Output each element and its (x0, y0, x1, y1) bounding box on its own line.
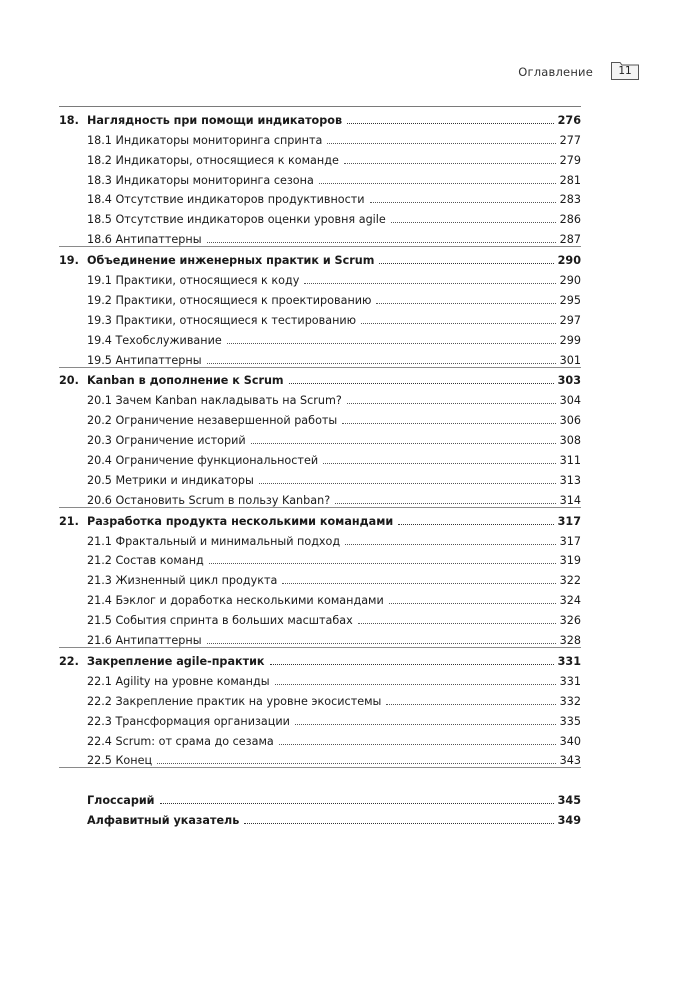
toc-section-row[interactable] (59, 627, 581, 648)
toc-section-row[interactable] (59, 267, 581, 287)
page-number-tab (611, 62, 639, 80)
page-ref: 311 (559, 454, 581, 468)
dot-leader (379, 262, 553, 264)
page-ref: 276 (557, 113, 581, 127)
page-ref: 343 (559, 754, 581, 768)
dot-leader (207, 362, 556, 364)
dot-leader (244, 822, 553, 824)
section-title: 22.1 Agility на уровне команды (87, 674, 270, 688)
section-title: 22.5 Конец (87, 754, 153, 768)
dot-leader (275, 683, 556, 685)
section-title: 18.4 Отсутствие индикаторов продуктивности (87, 193, 365, 207)
toc-section-row[interactable] (59, 327, 581, 347)
chapter-number: 21. (59, 514, 79, 528)
section-title: 19.4 Техобслуживание (87, 333, 222, 347)
section-title: 21.1 Фрактальный и минимальный подход (87, 534, 341, 548)
toc-chapter-row[interactable] (59, 368, 581, 388)
toc-section-row[interactable] (59, 487, 581, 508)
page-ref: 345 (557, 794, 581, 808)
page-ref: 326 (559, 614, 581, 628)
chapter-number: 19. (59, 254, 79, 268)
toc-section-row[interactable] (59, 206, 581, 226)
dot-leader (391, 221, 556, 223)
page-number: 11 (618, 65, 632, 77)
dot-leader (160, 802, 554, 804)
toc-section-row[interactable] (59, 287, 581, 307)
page-ref: 290 (559, 274, 581, 288)
dot-leader (386, 703, 555, 705)
page-ref: 313 (559, 473, 581, 487)
table-of-contents (59, 107, 581, 827)
toc-section-row[interactable] (59, 147, 581, 167)
toc-section-row[interactable] (59, 427, 581, 447)
toc-section-row[interactable] (59, 728, 581, 748)
dot-leader (342, 422, 555, 424)
toc-section-row[interactable] (59, 748, 581, 769)
section-title: 18.6 Антипаттерны (87, 233, 202, 247)
page-ref: 281 (559, 173, 581, 187)
page-ref: 295 (559, 293, 581, 307)
chapter-title: Разработка продукта несколькими командами (87, 514, 394, 528)
page-header (0, 62, 682, 86)
toc-section-row[interactable] (59, 187, 581, 207)
chapter-number: 18. (59, 113, 79, 127)
dot-leader (251, 442, 556, 444)
toc-section-row[interactable] (59, 226, 581, 247)
section-title: 22.4 Scrum: от срама до сезама (87, 734, 274, 748)
toc-section-row[interactable] (59, 307, 581, 327)
page-ref: 340 (559, 734, 581, 748)
chapter-title: Наглядность при помощи индикаторов (87, 113, 343, 127)
section-title: 20.3 Ограничение историй (87, 434, 246, 448)
running-header-title: Оглавление (518, 65, 593, 79)
chapter-title: Объединение инженерных практик и Scrum (87, 254, 375, 268)
toc-section-row[interactable] (59, 708, 581, 728)
toc-section-row[interactable] (59, 127, 581, 147)
page-ref: 283 (559, 193, 581, 207)
toc-section-row[interactable] (59, 587, 581, 607)
toc-chapter-row[interactable] (59, 648, 581, 668)
dot-leader (289, 382, 554, 384)
dot-leader (227, 342, 556, 344)
dot-leader (282, 582, 555, 584)
dot-leader (207, 642, 556, 644)
section-title: 20.6 Остановить Scrum в пользу Kanban? (87, 493, 331, 507)
page-ref: 306 (559, 414, 581, 428)
section-title: 19.3 Практики, относящиеся к тестированию (87, 313, 357, 327)
section-title: 18.1 Индикаторы мониторинга спринта (87, 133, 323, 147)
page-ref: 331 (559, 674, 581, 688)
page-ref: 314 (559, 493, 581, 507)
page-ref: 287 (559, 233, 581, 247)
page-ref: 335 (559, 714, 581, 728)
page-ref: 317 (557, 514, 581, 528)
toc-section-row[interactable] (59, 668, 581, 688)
page-ref: 279 (559, 153, 581, 167)
toc-section-row[interactable] (59, 528, 581, 548)
section-title: 20.2 Ограничение незавершенной работы (87, 414, 338, 428)
dot-leader (370, 201, 556, 203)
page-ref: 303 (557, 374, 581, 388)
dot-leader (361, 322, 556, 324)
toc-section-row[interactable] (59, 567, 581, 587)
section-title: 19.2 Практики, относящиеся к проектированию (87, 293, 372, 307)
dot-leader (157, 762, 556, 764)
section-title: 21.3 Жизненный цикл продукта (87, 574, 278, 588)
section-title: 19.1 Практики, относящиеся к коду (87, 274, 300, 288)
section-title: Глоссарий (87, 794, 155, 808)
toc-chapter-row[interactable] (59, 247, 581, 267)
page-ref: 319 (559, 554, 581, 568)
page-ref: 308 (559, 434, 581, 448)
section-title: 21.2 Состав команд (87, 554, 204, 568)
section-title: 21.5 События спринта в больших масштабах (87, 614, 353, 628)
dot-leader (344, 162, 556, 164)
section-title: 18.3 Индикаторы мониторинга сезона (87, 173, 314, 187)
page-ref: 286 (559, 213, 581, 227)
dot-leader (345, 543, 556, 545)
page-ref: 324 (559, 594, 581, 608)
toc-section-row[interactable] (59, 688, 581, 708)
dot-leader (207, 241, 556, 243)
section-title: 22.2 Закрепление практик на уровне экосистемы (87, 694, 382, 708)
section-title: 20.5 Метрики и индикаторы (87, 473, 254, 487)
page-ref: 317 (559, 534, 581, 548)
chapter-number: 20. (59, 374, 79, 388)
dot-leader (319, 182, 556, 184)
toc-chapter-row[interactable] (59, 107, 581, 127)
page-ref: 328 (559, 634, 581, 648)
chapter-title: Закрепление agile-практик (87, 654, 265, 668)
toc-chapter-row[interactable] (59, 508, 581, 528)
toc-section-row[interactable] (59, 167, 581, 187)
toc-appendix-row[interactable] (59, 787, 581, 807)
section-title: 21.6 Антипаттерны (87, 634, 202, 648)
dot-leader (335, 502, 556, 504)
dot-leader (270, 663, 554, 665)
section-title: 20.1 Зачем Kanban накладывать на Scrum? (87, 394, 342, 408)
toc-section-row[interactable] (59, 347, 581, 368)
dot-leader (358, 622, 556, 624)
toc-section-row[interactable] (59, 447, 581, 467)
toc-gap (59, 768, 581, 787)
dot-leader (304, 282, 555, 284)
dot-leader (259, 482, 556, 484)
section-title: 18.2 Индикаторы, относящиеся к команде (87, 153, 339, 167)
dot-leader (327, 142, 555, 144)
dot-leader (347, 122, 554, 124)
toc-section-row[interactable] (59, 607, 581, 627)
section-title: 22.3 Трансформация организации (87, 714, 290, 728)
toc-section-row[interactable] (59, 548, 581, 568)
toc-section-row[interactable] (59, 467, 581, 487)
section-title: 21.4 Бэклог и доработка несколькими командами (87, 594, 384, 608)
page-ref: 299 (559, 333, 581, 347)
page-ref: 322 (559, 574, 581, 588)
dot-leader (347, 402, 556, 404)
toc-appendix-row[interactable] (59, 807, 581, 827)
page-ref: 331 (557, 654, 581, 668)
page-ref: 332 (559, 694, 581, 708)
toc-section-row[interactable] (59, 387, 581, 407)
dot-leader (376, 302, 555, 304)
dot-leader (398, 523, 553, 525)
section-title: Алфавитный указатель (87, 814, 240, 828)
dot-leader (389, 602, 556, 604)
dot-leader (323, 462, 556, 464)
toc-section-row[interactable] (59, 407, 581, 427)
dot-leader (279, 743, 556, 745)
dot-leader (295, 723, 556, 725)
page-ref: 301 (559, 353, 581, 367)
page-ref: 297 (559, 313, 581, 327)
chapter-title: Kanban в дополнение к Scrum (87, 374, 284, 388)
section-title: 20.4 Ограничение функциональностей (87, 454, 319, 468)
section-title: 19.5 Антипаттерны (87, 353, 202, 367)
chapter-number: 22. (59, 654, 79, 668)
page-ref: 304 (559, 394, 581, 408)
page-ref: 290 (557, 254, 581, 268)
page-ref: 277 (559, 133, 581, 147)
section-title: 18.5 Отсутствие индикаторов оценки уровня agile (87, 213, 386, 227)
page-ref: 349 (557, 814, 581, 828)
dot-leader (209, 562, 556, 564)
